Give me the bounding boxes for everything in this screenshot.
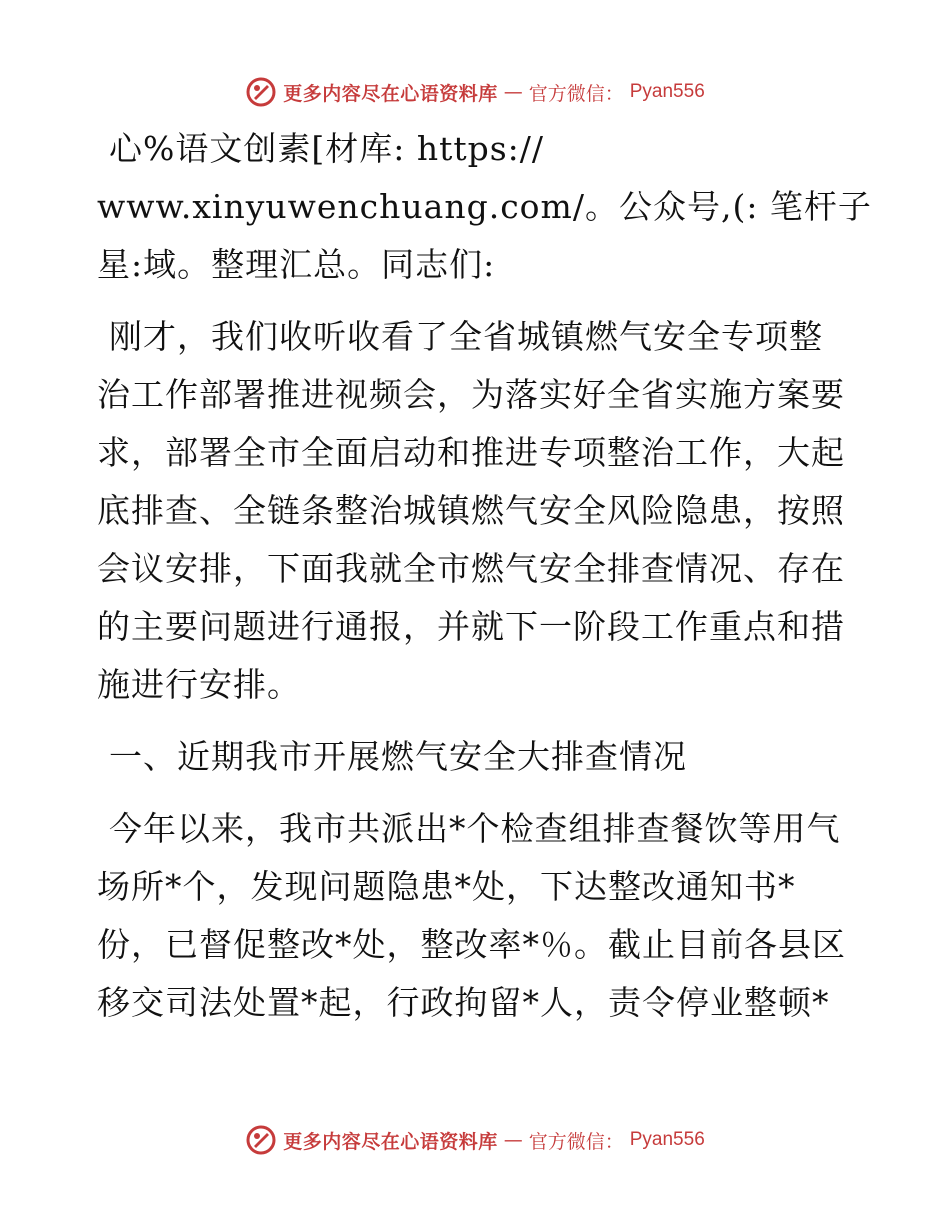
- document-body: [97, 120, 872, 1046]
- paragraph-1-line: 的主要问题进行通报，并就下一阶段工作重点和措: [97, 607, 845, 646]
- intro-line-2: www.xinyuwenchuang.com/。公众号,(: 笔杆子: [97, 187, 872, 226]
- paragraph-1: [97, 308, 857, 714]
- banner-text: 更多内容尽在心语资料库: [283, 82, 498, 105]
- banner-wechat-label: 官方微信：: [528, 82, 624, 105]
- paragraph-2-line: 场所*个，发现问题隐患*处，下达整改通知书*: [97, 867, 796, 906]
- section-heading-1: 一、近期我市开展燃气安全大排查情况: [109, 737, 687, 776]
- paragraph-1-line: 底排查、全链条整治城镇燃气安全风险隐患，按照: [97, 491, 845, 530]
- paragraph-1-line: 治工作部署推进视频会，为落实好全省实施方案要: [97, 375, 845, 414]
- paragraph-1-line: 施进行安排。: [97, 665, 301, 704]
- header-watermark-banner: [0, 72, 950, 112]
- intro-line-3: 星:域。整理汇总。同志们:: [97, 245, 496, 284]
- intro-line-1: 心%语文创素[材库: https://: [109, 129, 545, 168]
- paragraph-2: [97, 800, 857, 1032]
- banner-wechat-label: 官方微信：: [528, 1130, 624, 1153]
- seal-logo-icon: [245, 76, 277, 108]
- paragraph-1-line: 会议安排，下面我就全市燃气安全排查情况、存在: [97, 549, 845, 588]
- banner-wechat-id: Pyan556: [629, 1129, 705, 1150]
- paragraph-1-line: 刚才，我们收听收看了全省城镇燃气安全专项整: [109, 317, 823, 356]
- seal-logo-icon: [245, 1124, 277, 1156]
- banner-dash: —: [503, 1129, 523, 1151]
- banner-dash: —: [503, 81, 523, 103]
- banner-text: 更多内容尽在心语资料库: [283, 1130, 498, 1153]
- paragraph-2-line: 今年以来，我市共派出*个检查组排查餐饮等用气: [109, 809, 841, 848]
- paragraph-1-line: 求，部署全市全面启动和推进专项整治工作，大起: [97, 433, 845, 472]
- intro-paragraph: [97, 120, 872, 294]
- paragraph-2-line: 移交司法处置*起，行政拘留*人，责令停业整顿*: [97, 983, 830, 1022]
- paragraph-2-line: 份，已督促整改*处，整改率*％。截止目前各县区: [97, 925, 846, 964]
- banner-wechat-id: Pyan556: [629, 81, 705, 102]
- footer-watermark-banner: [0, 1120, 950, 1160]
